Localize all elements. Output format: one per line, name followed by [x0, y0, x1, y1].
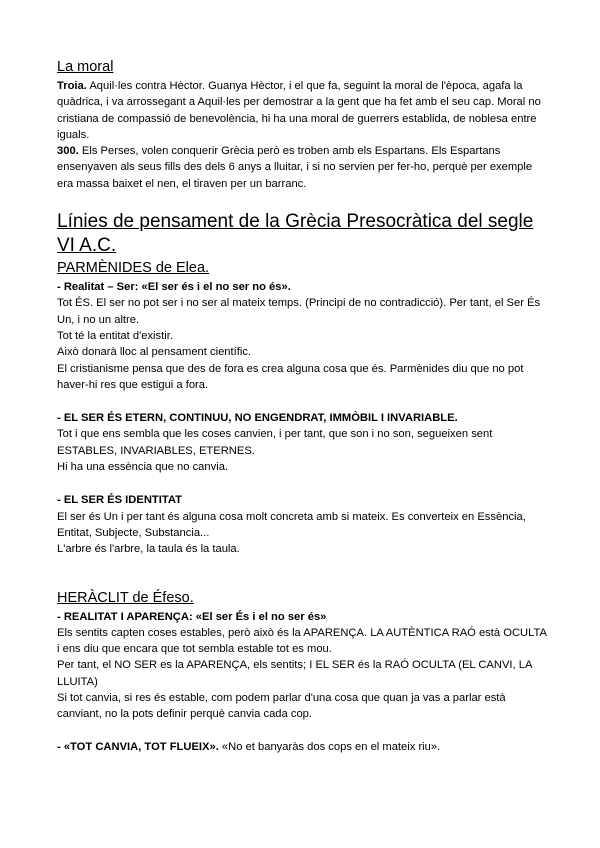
- parmenides-line-7: El ser és Un i per tant és alguna cosa molt concreta amb si mateix. Es converteix en Essència, Entitat, Subjecte, Substancia...: [57, 510, 526, 539]
- parmenides-line-5: Tot i que ens sembla que les coses canvien, i per tant, que son i no son, segueixen sent ESTABLES, INVARIABLES, ETERNES.: [57, 428, 493, 457]
- parmenides-line-3: Això donarà lloc al pensament científic.: [57, 346, 252, 359]
- heraclit-heading-2: - «TOT CANVIA, TOT FLUEIX».: [57, 740, 219, 753]
- parmenides-line-6: Hi ha una essència que no canvia.: [57, 461, 229, 474]
- parmenides-line-4: El cristianisme pensa que des de fora es crea alguna cosa que és. Parmènides diu que no pot haver-hi res que estigui a fora.: [57, 362, 524, 391]
- troia-label: Troia.: [57, 80, 87, 92]
- paragraph-300: [57, 143, 547, 192]
- section-title-parmenides: PARMÈNIDES de Elea.: [57, 260, 210, 277]
- heraclit-river-quote: «No et banyaràs dos cops en el mateix riu».: [218, 740, 441, 753]
- parmenides-heading-3: - EL SER ÉS IDENTITAT: [57, 494, 182, 507]
- paragraph-troia: [57, 78, 547, 143]
- n300-label: 300.: [57, 145, 79, 158]
- n300-text: Els Perses, volen conquerir Grècia però es troben amb els Espartans. Els Espartans ensenyaven als seus fills des dels 6 anys a lluitar, i si no servien per fer-ho, perquè per exemple era massa baixet el nen, el tiraven per un barranc.: [57, 145, 533, 190]
- parmenides-heading-1: - Realitat – Ser: «El ser és i el no ser no és».: [57, 281, 291, 294]
- heraclit-flux-line: [57, 739, 547, 755]
- parmenides-line-1: Tot ÉS. El ser no pot ser i no ser al mateix temps. (Principi de no contradicció). Per tant, el Ser És Un, i no un altre.: [57, 297, 541, 326]
- heraclit-heading-1: - REALITAT I APARENÇA: «El ser És i el no ser és»: [57, 610, 327, 623]
- section-title-heraclit: HERÀCLIT de Éfeso.: [57, 589, 194, 606]
- section-title-moral: La moral: [57, 59, 114, 75]
- heraclit-line-2: Per tant, el NO SER es la APARENÇA, els sentits; I EL SER és la RAÓ OCULTA (EL CANVI, LA LLUITA): [57, 659, 532, 688]
- main-title: Línies de pensament de la Grècia Presocràtica del segle VI A.C.: [57, 211, 534, 257]
- troia-text: Aquil·les contra Hèctor. Guanya Hèctor, i el que fa, seguint la moral de l'època, agafa la quàdrica, i va arrossegant a Aquil·les per demostrar a la gent que ha fet amb el seu cap. Moral no cristiana de compassió de benevolència, hi ha una moral de guerrers establida, de noblesa entre iguals.: [57, 80, 541, 141]
- parmenides-heading-2: - EL SER ÉS ETERN, CONTINUU, NO ENGENDRAT, IMMÒBIL I INVARIABLE.: [57, 412, 458, 425]
- heraclit-line-3: Si tot canvia, si res és estable, com podem parlar d'una cosa que quan ja vas a parlar està canviant, no la pots definir perquè canvia cada cop.: [57, 692, 506, 721]
- parmenides-line-2: Tot té la entitat d'existir.: [57, 329, 173, 342]
- heraclit-line-1: Els sentits capten coses estables, però això és la APARENÇA. LA AUTÈNTICA RAÓ està OCULTA i ens diu que encara que tot sembla estable tot es mou.: [57, 626, 547, 656]
- document-page: [57, 58, 547, 755]
- parmenides-line-8: L'arbre és l'arbre, la taula és la taula.: [57, 543, 240, 556]
